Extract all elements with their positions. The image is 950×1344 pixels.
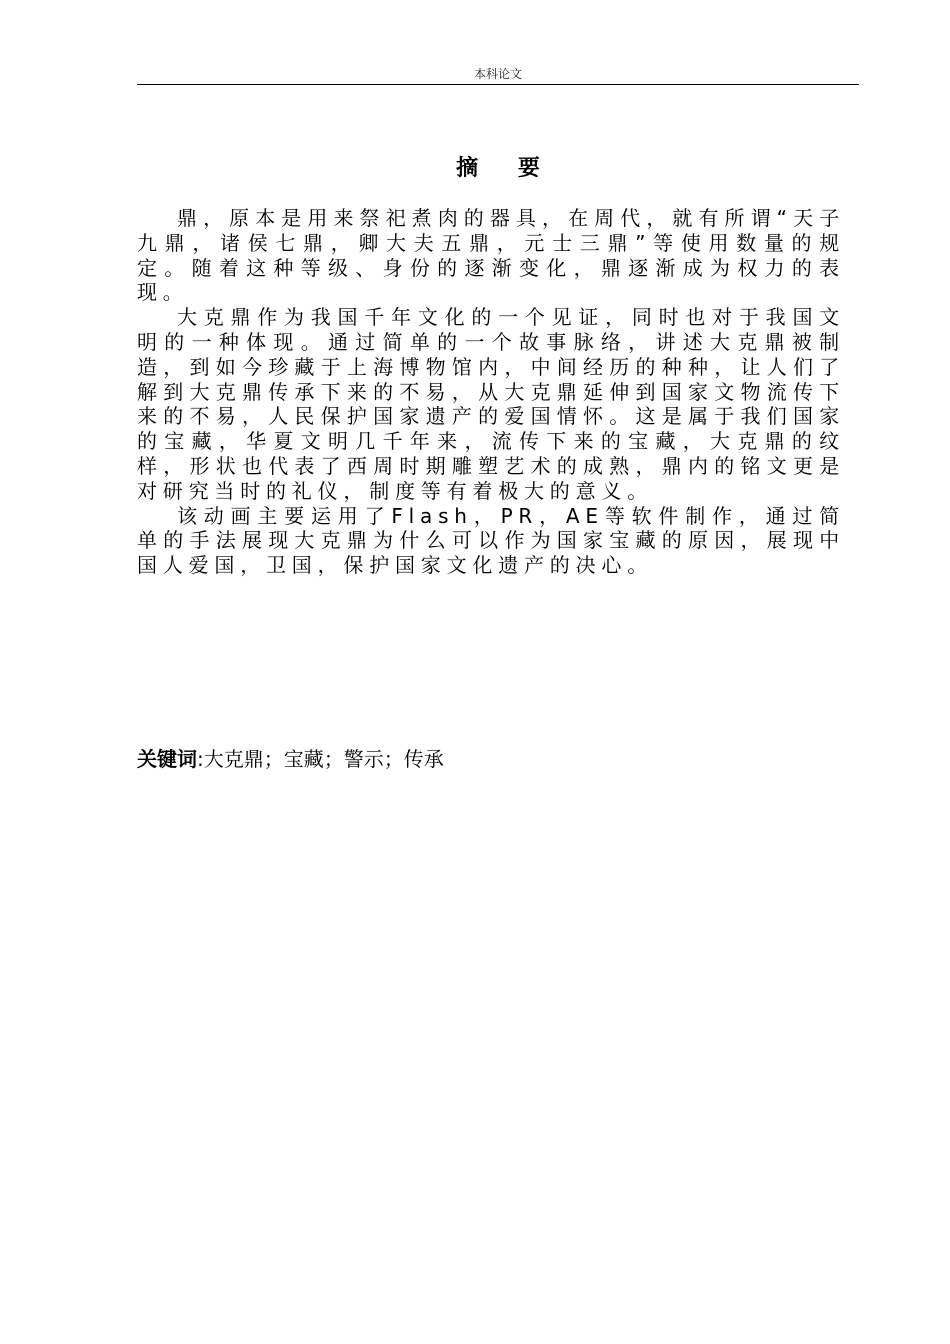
abstract-paragraph-3: 该动画主要运用了Flash，PR，AE等软件制作，通过简单的手法展现大克鼎为什么可以作为国家宝藏的原因，展现中国人爱国，卫国，保护国家文化遗产的决心。: [137, 503, 845, 578]
abstract-title: 摘 要: [456, 156, 556, 181]
keywords-value: 大克鼎；宝藏；警示；传承: [203, 747, 444, 771]
abstract-paragraph-2: 大克鼎作为我国千年文化的一个见证，同时也对于我国文明的一种体现。通过简单的一个故事脉络，讲述大克鼎被制造，到如今珍藏于上海博物馆内，中间经历的种种，让人们了解到大克鼎传承下来的不易，从大克鼎延伸到国家文物流传下来的不易，人民保护国家遗产的爱国情怀。这是属于我们国家的宝藏，华夏文明几千年来，流传下来的宝藏，大克鼎的纹样，形状也代表了西周时期雕塑艺术的成熟，鼎内的铭文更是对研究当时的礼仪，制度等有着极大的意义。: [137, 305, 845, 503]
keywords-label: 关键词: [137, 747, 197, 771]
page-header: [137, 63, 859, 85]
abstract-paragraph-1: 鼎，原本是用来祭祀煮肉的器具，在周代，就有所谓“天子九鼎，诸侯七鼎，卿大夫五鼎，元士三鼎”等使用数量的规定。随着这种等级、身份的逐渐变化，鼎逐渐成为权力的表现。: [137, 206, 845, 305]
header-text: 本科论文: [473, 67, 522, 81]
abstract-body: [137, 206, 845, 578]
keywords-line: [137, 746, 444, 772]
keywords-separator: :: [197, 747, 204, 771]
